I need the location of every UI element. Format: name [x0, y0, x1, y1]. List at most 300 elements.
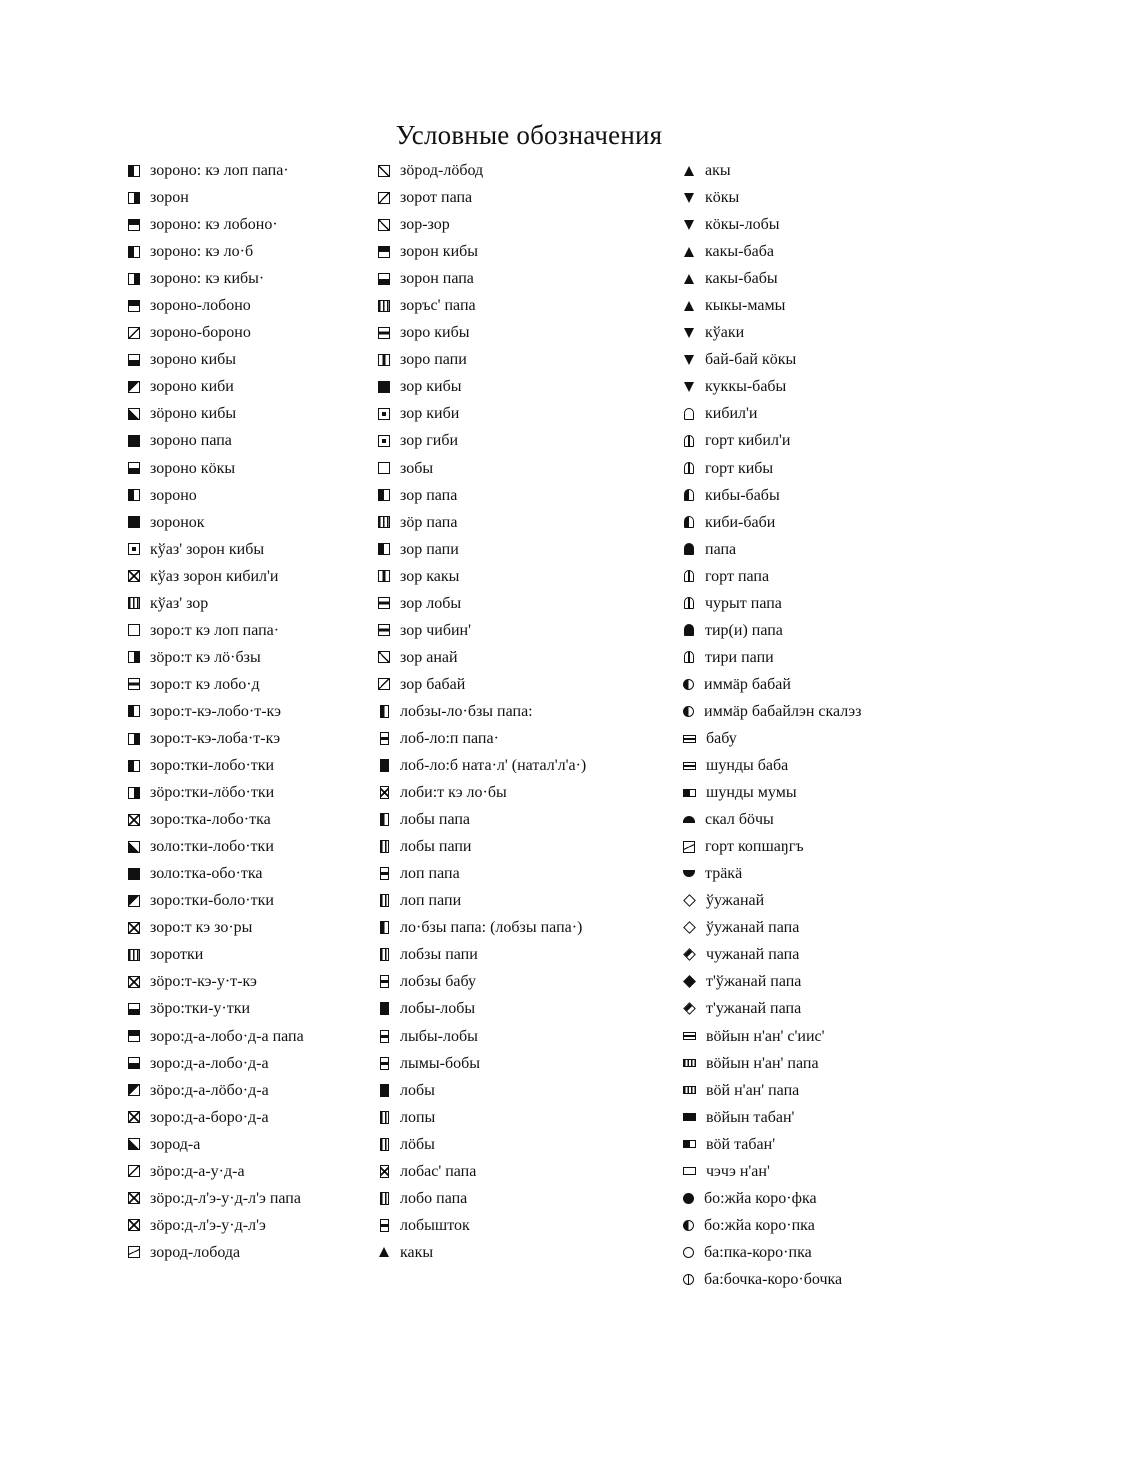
legend-label: кöкы — [705, 189, 740, 207]
legend-symbol-half-r-icon — [128, 651, 140, 663]
legend-symbol-dia-half-icon — [683, 1003, 696, 1016]
legend-entry — [128, 968, 368, 995]
legend-symbol-circ-bar-icon — [683, 1274, 694, 1285]
legend-label: ўужанай папа — [706, 919, 800, 937]
legend-symbol-dia-half-icon — [683, 949, 696, 962]
legend-symbol-tri-up-icon — [684, 301, 694, 311]
legend-label: лобы-лобы — [400, 1000, 476, 1018]
legend-label: зоро:т-кэ-лобо·т-кэ — [150, 702, 281, 720]
legend-entry — [128, 644, 368, 671]
legend-entry — [128, 482, 368, 509]
legend-symbol-tall-cross-icon — [380, 1165, 389, 1178]
legend-label: зоръс' папа — [400, 297, 476, 315]
legend-entry — [683, 1131, 923, 1158]
legend-entry — [128, 157, 368, 184]
legend-symbol-tri-icon — [128, 895, 140, 907]
legend-label: зоротки — [150, 946, 204, 964]
legend-symbol-half-b-icon — [128, 354, 140, 366]
legend-label: куккы-бабы — [705, 378, 787, 396]
legend-entry — [683, 860, 923, 887]
legend-symbol-fill-icon — [378, 381, 390, 393]
legend-label: зöро:т кэ лö·бзы — [150, 648, 261, 666]
legend-label: т'ужанай папа — [706, 1000, 802, 1018]
legend-entry — [128, 1023, 368, 1050]
legend-label: зороно: кэ кибы· — [150, 270, 265, 288]
legend-label: зöр папа — [400, 513, 458, 531]
legend-label: зöро:д-а-лöбо·д-а — [150, 1081, 269, 1099]
legend-symbol-diag2-icon — [378, 165, 390, 177]
legend-symbol-tri-dn-icon — [684, 193, 694, 203]
legend-entry — [128, 184, 368, 211]
legend-entry — [683, 1077, 923, 1104]
legend-symbol-arch-fill-icon — [684, 624, 694, 636]
legend-entry — [683, 779, 923, 806]
legend-label: зороно киби — [150, 378, 234, 396]
legend-column-1 — [128, 157, 368, 1266]
legend-entry — [378, 157, 673, 184]
legend-symbol-rect-bar-icon — [683, 735, 696, 743]
legend-label: лобзы бабу — [400, 973, 476, 991]
legend-entry — [683, 1050, 923, 1077]
legend-entry — [128, 427, 368, 454]
legend-label: зöро:тки-лöбо·тки — [150, 784, 275, 802]
legend-symbol-bar-h-icon — [378, 597, 390, 609]
legend-entry — [378, 265, 673, 292]
legend-entry — [378, 914, 673, 941]
legend-entry — [683, 644, 923, 671]
legend-label: зороно: кэ лоп папа· — [150, 162, 289, 180]
legend-symbol-tall-bar-icon — [380, 1057, 389, 1070]
legend-label: зöро:д-л'э-у·д-л'э папа — [150, 1189, 301, 1207]
legend-entry — [378, 427, 673, 454]
legend-entry — [683, 455, 923, 482]
legend-label: какы-баба — [705, 243, 774, 261]
legend-symbol-half-t-icon — [128, 219, 140, 231]
legend-entry — [378, 1077, 673, 1104]
legend-entry — [128, 1104, 368, 1131]
legend-entry — [128, 725, 368, 752]
legend-entry — [378, 1050, 673, 1077]
legend-label: киби-баби — [705, 513, 776, 531]
legend-label: зоро:т кэ лоп папа· — [150, 621, 280, 639]
legend-entry — [128, 1212, 368, 1239]
legend-entry — [128, 455, 368, 482]
legend-label: вöйын табан' — [706, 1108, 795, 1126]
legend-label: лоби:т кэ ло·бы — [400, 784, 507, 802]
legend-label: зороно-бороно — [150, 324, 251, 342]
legend-entry — [378, 563, 673, 590]
legend-entry — [683, 806, 923, 833]
legend-symbol-half-l-icon — [128, 165, 140, 177]
legend-label: кибил'и — [705, 405, 758, 423]
legend-entry — [378, 590, 673, 617]
legend-symbol-half-l-icon — [128, 489, 140, 501]
legend-label: зöро:д-а-у·д-а — [150, 1162, 245, 1180]
legend-label: лоб-ло:б ната·л' (натал'л'а·) — [400, 757, 587, 775]
legend-label: чужанай папа — [706, 946, 800, 964]
legend-entry — [683, 157, 923, 184]
legend-entry — [378, 995, 673, 1022]
legend-entry — [378, 1023, 673, 1050]
legend-label: кыкы-мамы — [705, 297, 786, 315]
legend-entry — [128, 752, 368, 779]
legend-entry — [128, 671, 368, 698]
legend-label: лобас' папа — [400, 1162, 477, 1180]
legend-symbol-arch-half-icon — [684, 516, 694, 528]
legend-symbol-grid-icon — [378, 300, 390, 312]
legend-symbol-half-t-icon — [378, 246, 390, 258]
legend-label: кибы-бабы — [705, 486, 780, 504]
legend-symbol-half-l-icon — [128, 705, 140, 717]
legend-entry — [683, 833, 923, 860]
legend-label: зöроно кибы — [150, 405, 237, 423]
legend-entry — [683, 211, 923, 238]
legend-label: зор чибин' — [400, 621, 471, 639]
legend-label: зор папа — [400, 486, 458, 504]
legend-entry — [378, 887, 673, 914]
legend-symbol-tall-cross-icon — [380, 786, 389, 799]
legend-symbol-tall-half-icon — [380, 921, 389, 934]
legend-symbol-tri-icon — [128, 1084, 140, 1096]
legend-symbol-tall-bar-icon — [380, 1030, 389, 1043]
legend-symbol-tri-dn-hollow-icon — [684, 382, 694, 392]
legend-label: зобы — [400, 459, 434, 477]
legend-label: зоро:тки-боло·тки — [150, 892, 274, 910]
legend-symbol-dot-icon — [378, 408, 390, 420]
legend-label: ба:пка-коро·пка — [704, 1243, 812, 1261]
legend-symbol-tri-dn-hollow-icon — [684, 220, 694, 230]
legend-label: акы — [705, 162, 731, 180]
legend-label: зоронок — [150, 513, 205, 531]
legend-entry — [378, 752, 673, 779]
legend-symbol-arch-bar-icon — [684, 462, 694, 474]
legend-label: лоп папи — [400, 892, 462, 910]
legend-entry — [378, 1212, 673, 1239]
legend-symbol-env-icon — [683, 841, 695, 853]
legend-symbol-rect-fill-icon — [683, 1113, 696, 1121]
legend-column-3 — [683, 157, 923, 1293]
legend-column-2 — [378, 157, 673, 1266]
legend-symbol-tri-up-icon — [684, 274, 694, 284]
legend-label: шунды баба — [706, 757, 789, 775]
legend-entry — [378, 373, 673, 400]
legend-symbol-tri2-icon — [128, 1138, 140, 1150]
legend-symbol-bar-h-icon — [378, 624, 390, 636]
legend-label: зоро кибы — [400, 324, 470, 342]
legend-symbol-tall-grid-icon — [380, 948, 389, 961]
legend-label: зорот папа — [400, 189, 473, 207]
legend-symbol-diag-icon — [378, 678, 390, 690]
legend-label: ба:бочка-коро·бочка — [704, 1270, 843, 1288]
legend-label: лобзы папи — [400, 946, 478, 964]
legend-label: зоро:д-а-лобо·д-а папа — [150, 1027, 304, 1045]
legend-entry — [378, 319, 673, 346]
legend-entry — [683, 184, 923, 211]
legend-symbol-dia-icon — [683, 921, 696, 934]
legend-label: вöйын н'ан' с'иис' — [706, 1027, 825, 1045]
legend-symbol-circ-icon — [683, 1247, 694, 1258]
legend-entry — [683, 238, 923, 265]
legend-entry — [378, 725, 673, 752]
legend-label: горт копшаŋгъ — [705, 838, 804, 856]
legend-label: зоро:д-а-лобо·д-а — [150, 1054, 269, 1072]
legend-symbol-arch-fill-icon — [684, 543, 694, 555]
legend-symbol-diag-icon — [378, 192, 390, 204]
legend-entry — [128, 1077, 368, 1104]
legend-entry — [683, 671, 923, 698]
legend-symbol-cross-icon — [128, 1219, 140, 1231]
legend-label: зорон кибы — [400, 243, 479, 261]
legend-label: зороно: кэ лобоно· — [150, 216, 278, 234]
legend-label: золо:тки-лобо·тки — [150, 838, 274, 856]
legend-symbol-half-b-icon — [128, 1057, 140, 1069]
legend-label: зоро:т кэ зо·ры — [150, 919, 253, 937]
legend-label: тири папи — [705, 648, 774, 666]
legend-entry — [683, 1158, 923, 1185]
legend-symbol-tri2-icon — [128, 841, 140, 853]
legend-label: бабу — [706, 730, 737, 747]
legend-label: зороно папа — [150, 432, 232, 450]
legend-entry — [683, 887, 923, 914]
legend-symbol-half-t-icon — [128, 1030, 140, 1042]
legend-label: зорон папа — [400, 270, 474, 288]
legend-entry — [683, 482, 923, 509]
legend-symbol-tall-half-icon — [380, 705, 389, 718]
legend-symbol-tall-bar-icon — [380, 1219, 389, 1232]
legend-label: лобо папа — [400, 1189, 468, 1207]
legend-entry — [378, 1131, 673, 1158]
legend-entry — [683, 427, 923, 454]
legend-label: зоро:т кэ лобо·д — [150, 675, 260, 693]
legend-symbol-half-t-icon — [128, 300, 140, 312]
legend-symbol-arch-half-icon — [684, 489, 694, 501]
legend-symbol-half-l-icon — [378, 489, 390, 501]
legend-symbol-grid-icon — [128, 949, 140, 961]
legend-entry — [683, 1239, 923, 1266]
legend-symbol-plain-icon — [378, 462, 390, 474]
legend-label: ло·бзы папа: (лобзы папа·) — [400, 919, 583, 937]
legend-symbol-rect-bar-icon — [683, 1032, 696, 1040]
legend-label: зород-лобода — [150, 1243, 241, 1261]
legend-label: зород-а — [150, 1135, 201, 1153]
legend-entry — [378, 941, 673, 968]
legend-label: зор бабай — [400, 675, 466, 693]
legend-symbol-arch-bar-icon — [684, 651, 694, 663]
legend-entry — [378, 292, 673, 319]
legend-label: кўаз' зор — [150, 594, 209, 612]
legend-symbol-tall-fill-icon — [380, 1084, 389, 1097]
legend-symbol-half-l-icon — [128, 760, 140, 772]
legend-entry — [128, 238, 368, 265]
legend-symbol-cross-icon — [128, 1111, 140, 1123]
legend-symbol-dot-icon — [378, 435, 390, 447]
legend-symbol-fill-icon — [128, 435, 140, 447]
legend-symbol-tri-dn-icon — [684, 355, 694, 365]
legend-label: горт папа — [705, 567, 770, 585]
legend-entry — [683, 346, 923, 373]
legend-entry — [128, 590, 368, 617]
legend-label: лобы папа — [400, 811, 470, 829]
legend-entry — [683, 968, 923, 995]
legend-label: зоро:д-а-боро·д-а — [150, 1108, 269, 1126]
legend-symbol-rect-icon — [683, 1167, 696, 1175]
legend-symbol-cross-icon — [128, 922, 140, 934]
legend-entry — [128, 914, 368, 941]
legend-label: лоб-ло:п папа· — [400, 730, 499, 747]
legend-symbol-cross-icon — [128, 1192, 140, 1204]
legend-symbol-half-r-icon — [128, 787, 140, 799]
legend-entry — [683, 914, 923, 941]
page-title: Условные обозначения — [395, 120, 663, 150]
legend-symbol-half-l-icon — [378, 543, 390, 555]
legend-label: кўаз зорон кибил'и — [150, 567, 279, 585]
legend-entry — [128, 1158, 368, 1185]
legend-label: бо:жйа коро·фка — [704, 1189, 817, 1207]
legend-entry — [378, 184, 673, 211]
legend-label: зор-зор — [400, 216, 450, 234]
legend-label: лымы-бобы — [400, 1054, 480, 1072]
legend-entry — [128, 292, 368, 319]
legend-label: кўаз' зорон кибы — [150, 540, 265, 558]
legend-entry — [128, 1185, 368, 1212]
legend-label: лыбы-лобы — [400, 1027, 478, 1045]
legend-entry — [683, 995, 923, 1022]
legend-label: чэчэ н'ан' — [706, 1162, 770, 1180]
legend-label: кöкы-лобы — [705, 216, 780, 234]
legend-entry — [378, 860, 673, 887]
legend-symbol-grid-icon — [378, 516, 390, 528]
legend-label: ўужанай — [706, 892, 765, 910]
legend-label: зор гиби — [400, 432, 459, 450]
legend-entry — [128, 211, 368, 238]
legend-entry — [378, 833, 673, 860]
legend-symbol-rect-bar-icon — [683, 762, 696, 770]
legend-entry — [128, 887, 368, 914]
legend-label: иммäр бабай — [704, 675, 791, 693]
legend-symbol-half-l-icon — [128, 246, 140, 258]
legend-symbol-semi-icon — [683, 816, 695, 823]
legend-symbol-rect-lines-icon — [683, 1086, 696, 1094]
legend-entry — [378, 1185, 673, 1212]
legend-entry — [128, 563, 368, 590]
legend-symbol-tall-bar-icon — [380, 732, 389, 745]
legend-label: скал бöчы — [705, 811, 774, 829]
legend-entry — [683, 617, 923, 644]
legend-symbol-bar-h-icon — [378, 327, 390, 339]
legend-entry — [128, 833, 368, 860]
legend-entry — [128, 400, 368, 427]
legend-symbol-tall-grid-icon — [380, 840, 389, 853]
legend-label: кўаки — [705, 324, 745, 342]
legend-entry — [128, 779, 368, 806]
legend-label: золо:тка-обо·тка — [150, 865, 263, 883]
legend-symbol-fill-icon — [128, 516, 140, 528]
legend-entry — [683, 1023, 923, 1050]
legend-symbol-circ-fill-icon — [683, 1193, 694, 1204]
legend-entry — [683, 265, 923, 292]
legend-entry — [128, 346, 368, 373]
legend-symbol-plain-icon — [128, 624, 140, 636]
legend-entry — [378, 400, 673, 427]
legend-entry — [378, 779, 673, 806]
legend-entry — [128, 941, 368, 968]
legend-label: т'ўжанай папа — [706, 973, 802, 991]
legend-entry — [683, 319, 923, 346]
legend-entry — [378, 211, 673, 238]
legend-entry — [128, 1131, 368, 1158]
legend-label: зöро:т-кэ-у·т-кэ — [150, 973, 257, 991]
legend-symbol-bar-h-icon — [128, 678, 140, 690]
legend-symbol-bowl-icon — [683, 870, 695, 877]
legend-label: лобзы-ло·бзы папа: — [400, 702, 533, 720]
legend-entry — [683, 563, 923, 590]
legend-symbol-cross-icon — [128, 814, 140, 826]
legend-symbol-tri2-icon — [128, 408, 140, 420]
legend-symbol-tall-fill-icon — [380, 1002, 389, 1015]
legend-label: зор кибы — [400, 378, 462, 396]
legend-entry — [683, 590, 923, 617]
legend-label: зороно — [150, 486, 197, 504]
legend-symbol-half-b-icon — [128, 462, 140, 474]
legend-entry — [378, 509, 673, 536]
legend-entry — [128, 1239, 368, 1266]
legend-label: лобышток — [400, 1216, 470, 1234]
legend-label: какы-бабы — [705, 270, 778, 288]
legend-symbol-rect-half-icon — [683, 1140, 696, 1148]
legend-symbol-arch-icon — [684, 408, 694, 420]
legend-entry — [683, 1266, 923, 1293]
legend-symbol-arch-bar-icon — [684, 570, 694, 582]
legend-entry — [378, 455, 673, 482]
legend-symbol-circ-half-icon — [683, 1220, 694, 1231]
legend-label: какы — [400, 1243, 434, 1261]
legend-label: зороно-лобоно — [150, 297, 251, 315]
legend-label: зоро:тки-лобо·тки — [150, 757, 275, 775]
legend-entry — [683, 1185, 923, 1212]
legend-label: бо:жйа коро·пка — [704, 1216, 815, 1234]
legend-label: трäкä — [705, 865, 743, 883]
legend-symbol-env-icon — [128, 1246, 140, 1258]
legend-entry — [683, 1104, 923, 1131]
legend-label: лоп папа — [400, 865, 460, 883]
legend-symbol-diag-icon — [128, 327, 140, 339]
legend-label: зор какы — [400, 567, 460, 585]
legend-symbol-tall-grid-icon — [380, 894, 389, 907]
legend-label: вöй н'ан' папа — [706, 1081, 800, 1099]
legend-label: чурыт папа — [705, 594, 782, 612]
legend-symbol-grid-icon — [128, 597, 140, 609]
legend-symbol-tri-up-icon — [684, 247, 694, 257]
legend-entry — [128, 509, 368, 536]
legend-symbol-dia-icon — [683, 894, 696, 907]
legend-entry — [378, 617, 673, 644]
legend-entry — [128, 995, 368, 1022]
legend-label: вöйын н'ан' папа — [706, 1054, 819, 1072]
legend-symbol-tri-up-hollow-icon — [684, 166, 694, 176]
legend-label: зоро папи — [400, 351, 467, 369]
legend-label: зор анай — [400, 648, 458, 666]
legend-label: шунды мумы — [706, 784, 797, 802]
legend-symbol-rect-lines-icon — [683, 1059, 696, 1067]
legend-entry — [128, 617, 368, 644]
legend-label: вöй табан' — [706, 1135, 776, 1153]
legend-label: лобы папи — [400, 838, 472, 856]
legend-label: зоро:тка-лобо·тка — [150, 811, 271, 829]
legend-symbol-tall-bar-icon — [380, 975, 389, 988]
legend-entry — [683, 1212, 923, 1239]
legend-label: зороно кибы — [150, 351, 237, 369]
legend-label: горт кибы — [705, 459, 774, 477]
